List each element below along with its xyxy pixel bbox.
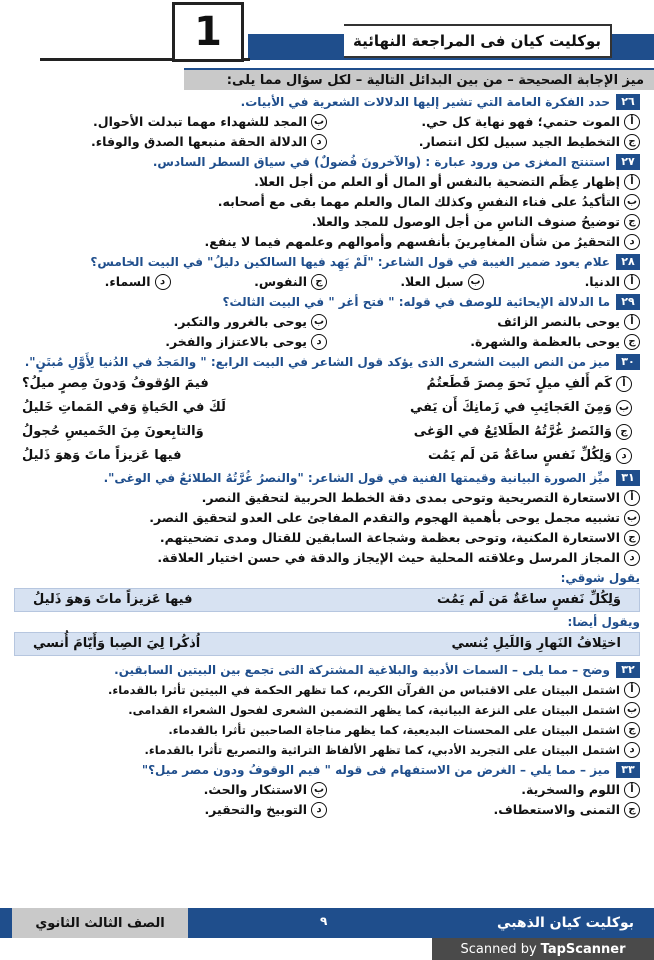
quoted-verse-1 bbox=[14, 588, 640, 612]
option-text: يوحى بالنصر الزائف bbox=[497, 314, 620, 329]
option-mark: ج bbox=[624, 722, 640, 738]
option-mark: أ bbox=[616, 376, 632, 392]
option-mark: ج bbox=[616, 424, 632, 440]
option-text: الاستعارة التصريحية وتوحى بمدى دقة الخطط الحربية لتحقيق النصر. bbox=[201, 490, 620, 505]
option-c[interactable] bbox=[327, 332, 640, 352]
option-mark: د bbox=[155, 274, 171, 290]
question-number: ٢٩ bbox=[616, 294, 640, 310]
option-text: يوحى بالاعتزاز والفخر. bbox=[165, 334, 307, 349]
verse-text: كَم أَلفِ ميلٍ نَحوَ مِصرَ قَطَعتُمُ bbox=[426, 376, 612, 391]
option-text: المجاز المرسل وعلاقته المحلية حيث الإيجاز والدقة في حسن اختيار العلاقة. bbox=[157, 550, 620, 565]
option-mark: أ bbox=[624, 174, 640, 190]
option-d[interactable] bbox=[14, 740, 640, 760]
option-mark: د bbox=[624, 550, 640, 566]
option-text: الموت حتمي؛ فهو نهاية كل حي. bbox=[421, 114, 620, 129]
option-mark: د bbox=[311, 134, 327, 150]
option-text: التأكيدُ على فناء النفسِ وكذلك المال والعلم مهما بقى مع أصحابه. bbox=[217, 194, 620, 209]
options-row bbox=[14, 332, 640, 352]
question-27 bbox=[14, 152, 640, 172]
quoted-verse-2 bbox=[14, 632, 640, 656]
option-mark: د bbox=[311, 802, 327, 818]
option-d[interactable] bbox=[14, 800, 327, 820]
option-text: التمنى والاستعطاف. bbox=[493, 802, 620, 817]
verse-text: وَمِنَ العَجائِبِ في زَمانِكَ أَن يَفي bbox=[409, 400, 612, 415]
chapter-number: 1 bbox=[172, 2, 244, 62]
verse-second-half: فيها عَزيزاً ماتَ وَهوَ ذَليلُ bbox=[22, 448, 182, 463]
option-a[interactable] bbox=[14, 172, 640, 192]
verse-second-half: فيمَ الوُقوفُ وَدونَ مِصرٍ ميلُ؟ bbox=[22, 376, 209, 391]
question-30 bbox=[14, 352, 640, 372]
question-text: وضح – مما يلى – السمات الأدبية والبلاغية المشتركة التى تجمع بين البيتين السابقين. bbox=[114, 663, 610, 677]
verse-option-a[interactable] bbox=[14, 372, 640, 396]
option-mark: ب bbox=[624, 510, 640, 526]
options-row bbox=[14, 272, 640, 292]
verse-second-half: لَكَ في الحَياةِ وَفي المَماتِ خَليلُ bbox=[22, 400, 226, 415]
question-number: ٢٦ bbox=[616, 94, 640, 110]
option-d[interactable] bbox=[14, 132, 327, 152]
verse-first-half bbox=[428, 444, 632, 468]
option-mark: ب bbox=[311, 314, 327, 330]
option-text: توضيحُ صنوف الناسِ من أجل الوصول للمجد والعلا. bbox=[311, 214, 620, 229]
question-29 bbox=[14, 292, 640, 312]
option-a[interactable] bbox=[484, 272, 641, 292]
option-mark: ب bbox=[616, 400, 632, 416]
option-text: اشتمل البيتان على التجريد الأدبي، كما تظهر الألفاظ التراثية والتصريع تأثرا بالقدماء. bbox=[144, 743, 620, 757]
options-row bbox=[14, 312, 640, 332]
option-mark: د bbox=[311, 334, 327, 350]
verse-first-half: وَلِكُلِّ نَفسٍ ساعَةٌ مَن لَم يَمُت bbox=[437, 592, 621, 607]
option-c[interactable] bbox=[14, 528, 640, 548]
page-number: ٩ bbox=[320, 914, 328, 928]
grade-label: الصف الثالث الثانوي bbox=[12, 908, 188, 938]
question-32 bbox=[14, 660, 640, 680]
verse-first-half bbox=[410, 396, 632, 420]
verse-first-half bbox=[426, 372, 632, 396]
option-b[interactable] bbox=[14, 780, 327, 800]
option-text: اشتمل البيتان على النزعة البيانية، كما يظهر التضمين الشعرى لفحول الشعراء القدامى. bbox=[128, 703, 620, 717]
scanner-watermark bbox=[432, 938, 654, 960]
option-d[interactable] bbox=[14, 548, 640, 568]
quote-label: ويقول أيضا: bbox=[567, 615, 640, 629]
verse-option-d[interactable] bbox=[14, 444, 640, 468]
question-28 bbox=[14, 252, 640, 272]
question-number: ٣٣ bbox=[616, 762, 640, 778]
question-number: ٣٠ bbox=[616, 354, 640, 370]
page-header bbox=[0, 0, 654, 64]
options-row bbox=[14, 780, 640, 800]
question-text: ما الدلالة الإيحائية للوصف في قوله: " فتح أغر " في البيت الثالث؟ bbox=[222, 295, 610, 309]
option-text: الاستعارة المكنية، وتوحى بعظمة وشجاعة السابقين للقتال ومدى تضحيتهم. bbox=[159, 530, 620, 545]
options-row bbox=[14, 132, 640, 152]
option-c[interactable] bbox=[171, 272, 328, 292]
option-mark: د bbox=[616, 448, 632, 464]
scan-prefix: Scanned by bbox=[460, 941, 537, 957]
scan-brand: TapScanner bbox=[540, 941, 626, 957]
option-b[interactable] bbox=[14, 192, 640, 212]
option-b[interactable] bbox=[14, 312, 327, 332]
option-text: التخطيط الجيد سبيل لكل انتصار. bbox=[418, 134, 620, 149]
options-row bbox=[14, 800, 640, 820]
option-b[interactable] bbox=[14, 112, 327, 132]
option-mark: أ bbox=[624, 490, 640, 506]
option-d[interactable] bbox=[14, 272, 171, 292]
option-text: السماء. bbox=[104, 274, 151, 289]
option-a[interactable] bbox=[14, 488, 640, 508]
option-mark: ج bbox=[624, 214, 640, 230]
option-c[interactable] bbox=[327, 800, 640, 820]
option-d[interactable] bbox=[14, 232, 640, 252]
option-mark: د bbox=[624, 234, 640, 250]
verse-first-half: اختِلافُ النَهارِ وَاللَيلِ يُنسي bbox=[451, 636, 621, 651]
option-a[interactable] bbox=[327, 312, 640, 332]
option-mark: أ bbox=[624, 314, 640, 330]
question-text: حدد الفكرة العامة التي تشير إليها الدلالات الشعرية في الأبيات. bbox=[240, 95, 610, 109]
option-text: إظهار عِظَم التضحية بالنفس أو المال أو العلم من أجل العلا. bbox=[254, 174, 620, 189]
option-b[interactable] bbox=[327, 272, 484, 292]
question-number: ٢٧ bbox=[616, 154, 640, 170]
option-mark: ب bbox=[624, 194, 640, 210]
option-c[interactable] bbox=[327, 132, 640, 152]
option-mark: ج bbox=[624, 334, 640, 350]
option-mark: ج bbox=[624, 134, 640, 150]
question-text: ميز – مما يلي – الغرض من الاستفهام فى قوله " فيم الوقوفُ ودون مصر ميل؟" bbox=[141, 763, 610, 777]
verse-first-half bbox=[414, 420, 632, 444]
verse-second-half: وَالتابِعونَ مِنَ الخَميسِ حُجولُ bbox=[22, 424, 204, 439]
option-text: التوبيخ والتحقير. bbox=[204, 802, 307, 817]
option-c[interactable] bbox=[14, 212, 640, 232]
option-mark: ج bbox=[311, 274, 327, 290]
verse-option-c[interactable] bbox=[14, 420, 640, 444]
instructions-banner: ميز الإجابة الصحيحة – من بين البدائل التالية – لكل سؤال مما يلى: bbox=[184, 68, 654, 90]
option-mark: أ bbox=[624, 114, 640, 130]
option-mark: ب bbox=[311, 782, 327, 798]
option-mark: أ bbox=[624, 782, 640, 798]
option-mark: أ bbox=[624, 274, 640, 290]
option-text: الدنيا. bbox=[584, 274, 620, 289]
questions-area bbox=[14, 92, 640, 820]
option-a[interactable] bbox=[327, 112, 640, 132]
quote-label: يقول شوقي: bbox=[560, 571, 640, 585]
page-footer bbox=[0, 908, 654, 960]
option-mark: أ bbox=[624, 682, 640, 698]
verse-second-half: اُذكُرا لِيَ الصِبا وَأَيّامَ أُنسي bbox=[33, 636, 201, 651]
option-d[interactable] bbox=[14, 332, 327, 352]
option-c[interactable] bbox=[14, 720, 640, 740]
question-number: ٢٨ bbox=[616, 254, 640, 270]
question-number: ٣٢ bbox=[616, 662, 640, 678]
option-mark: ج bbox=[624, 530, 640, 546]
option-text: الاستنكار والحث. bbox=[203, 782, 307, 797]
option-a[interactable] bbox=[14, 680, 640, 700]
option-text: النفوس. bbox=[254, 274, 307, 289]
question-text: علام يعود ضمير الغيبة في قول الشاعر: "لَمْ يَهِد فيها السالكين دليلُ" في البيت الخامس؟ bbox=[90, 255, 610, 269]
question-31 bbox=[14, 468, 640, 488]
booklet-title: بوكليت كيان فى المراجعة النهائية bbox=[344, 24, 612, 58]
verse-text: وَلِكُلِّ نَفسٍ ساعَةٌ مَن لَم يَمُت bbox=[428, 448, 612, 463]
option-mark: ب bbox=[624, 702, 640, 718]
verse-second-half: فيها عَزيزاً ماتَ وَهوَ ذَليلُ bbox=[33, 592, 193, 607]
option-mark: د bbox=[624, 742, 640, 758]
option-b[interactable] bbox=[14, 700, 640, 720]
question-text: ميز من النص البيت الشعرى الذى يؤكد قول الشاعر في البيت الرابع: " والمَجدُ في الدُنيا لِأَوَّلِ مُبتَنٍ". bbox=[24, 355, 610, 369]
question-33 bbox=[14, 760, 640, 780]
option-text: اشتمل البيتان على الاقتباس من القرآن الكريم، كما تظهر الحكمة في البيتين تأثرا بالقدماء. bbox=[107, 683, 620, 697]
option-text: يوحى بالعظمة والشهرة. bbox=[470, 334, 620, 349]
footer-booklet-title: بوكليت كيان الذهبي bbox=[497, 915, 634, 931]
verse-text: وَالنَصرُ غُرَّتُهُ الطَلائِعُ في الوَغى bbox=[413, 424, 612, 439]
option-text: يوحى بالغرور والتكبر. bbox=[173, 314, 307, 329]
option-text: تشبيه مجمل يوحى بأهمية الهجوم والتقدم المفاجئ على العدو لتحقيق النصر. bbox=[149, 510, 620, 525]
option-mark: ب bbox=[468, 274, 484, 290]
question-text: استنتج المغزى من ورود عبارة : (والآخرونَ فُضولٌ) في سياق السطر السادس. bbox=[152, 155, 610, 169]
option-b[interactable] bbox=[14, 508, 640, 528]
option-text: الدلالة الحقة منبعها الصدق والوفاء. bbox=[91, 134, 307, 149]
option-text: اللوم والسخرية. bbox=[521, 782, 620, 797]
option-text: سبل العلا. bbox=[400, 274, 464, 289]
option-text: اشتمل البيتان على المحسنات البديعية، كما يظهر مناجاة الصاحبين تأثرا بالقدماء. bbox=[168, 723, 620, 737]
question-number: ٣١ bbox=[616, 470, 640, 486]
option-a[interactable] bbox=[327, 780, 640, 800]
option-text: المجد للشهداء مهما تبدلت الأحوال. bbox=[93, 114, 307, 129]
question-26 bbox=[14, 92, 640, 112]
question-text: ميِّز الصورة البيانية وقيمتها الفنية في قول الشاعر: "والنصرُ غُرَّتُهُ الطلائعُ في الوغى". bbox=[103, 471, 610, 485]
option-mark: ب bbox=[311, 114, 327, 130]
verse-option-b[interactable] bbox=[14, 396, 640, 420]
options-row bbox=[14, 112, 640, 132]
option-text: التحقيرُ من شأن المغامِرينَ بأنفسهم وأموالهم وعلمهم فيما لا ينفع. bbox=[204, 234, 620, 249]
option-mark: ج bbox=[624, 802, 640, 818]
